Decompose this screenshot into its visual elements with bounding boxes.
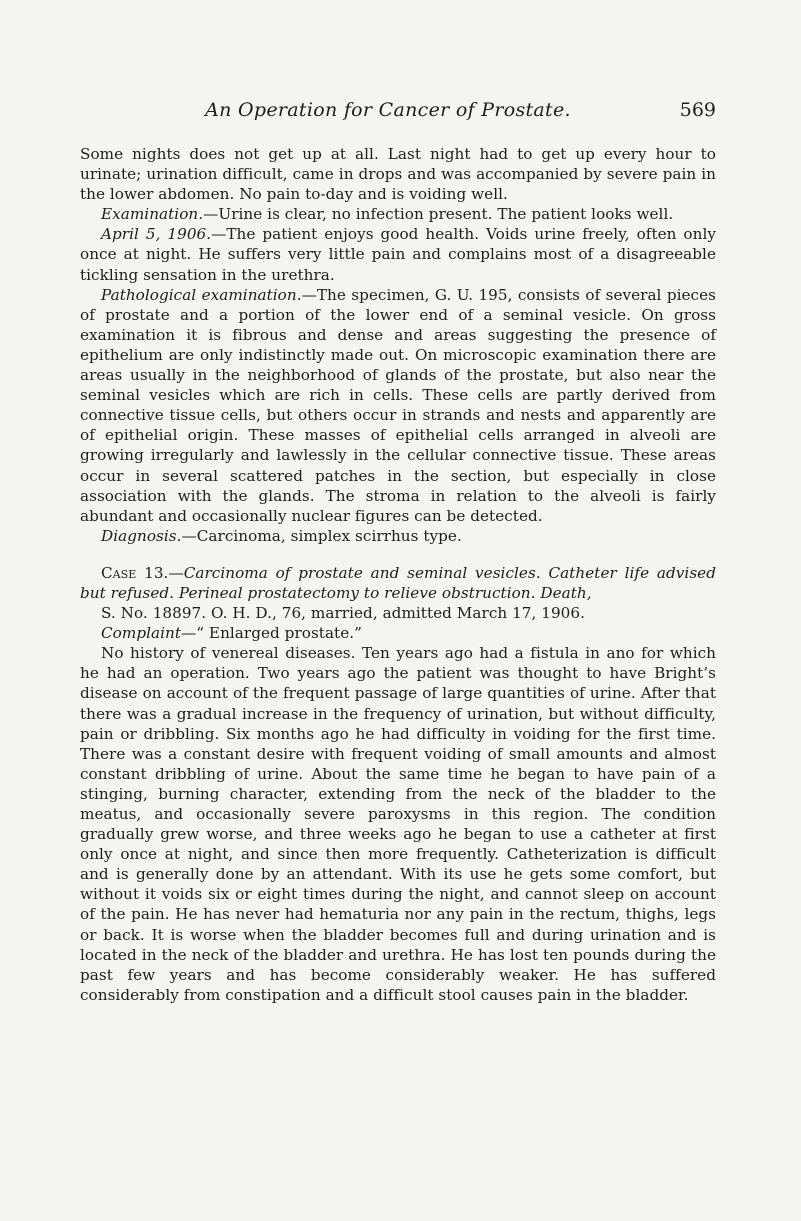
history-text: No history of venereal diseases. Ten years ago had a fistula in ano for which he had an operation. Two years ago the patient was thought to have Bright’s disease on account of the frequent passage of large quantities of urine. After that there was a gradual increase in the frequency of urination, but without difficulty, pain or dribbling. Six months ago he had difficulty in voiding for the first time. There was a constant desire with frequent voiding of small amounts and almost constant dribbling of urine. About the same time he began to have pain of a stinging, burning character, extending from the neck of the bladder to the meatus, and occasionally severe paroxysms in this region. The condition gradually grew worse, and three weeks ago he began to use a catheter at first only once at night, and since then more frequently. Catheterization is difficult and is generally done by an attendant. With its use he gets some comfort, but without it voids six or eight times during the night, and cannot sleep on account of the pain. He has never had hematuria nor any pain in the rectum, thighs, legs or back. It is worse when the bladder becomes full and during urination and is located in the neck of the bladder and urethra. He has lost ten pounds during the past few years and has become considerably weaker. He has suffered considerably from constipation and a difficult stool causes pain in the bladder.: [80, 644, 716, 1004]
case-heading: [80, 563, 716, 603]
complaint-label: Complaint: [101, 624, 181, 643]
paragraph-diagnosis: [80, 526, 716, 546]
paragraph-nights: [80, 144, 716, 204]
examination-label: Examination.: [101, 205, 204, 224]
paragraph-text: Some nights does not get up at all. Last night had to get up every hour to urinate; urination difficult, came in drops and was accompanied by severe pain in the lower abdomen. No pain to-day and is voiding well.: [80, 145, 716, 204]
complaint-text: —“ Enlarged prostate.”: [181, 624, 362, 643]
case-dash: —: [168, 563, 184, 582]
date-label: April 5, 1906.: [101, 225, 212, 244]
case-title: Carcinoma of prostate and seminal vesicles. Catheter life advised but refused. Perineal prostatectomy to relieve obstruction. Death,: [80, 563, 716, 602]
pathological-label: Pathological examination.: [101, 285, 302, 304]
paragraph-history: [80, 643, 716, 1005]
page-number: 569: [679, 99, 716, 121]
paragraph-pathological: [80, 285, 716, 526]
paragraph-examination: [80, 204, 716, 224]
case-record: [80, 603, 716, 623]
case-record-text: S. No. 18897. O. H. D., 76, married, admitted March 17, 1906.: [101, 604, 585, 623]
diagnosis-label: Diagnosis.: [101, 526, 182, 545]
page-header: [80, 99, 716, 127]
case-number: Case 13.: [101, 563, 169, 582]
diagnosis-text: —Carcinoma, simplex scirrhus type.: [181, 526, 462, 545]
running-title: An Operation for Cancer of Prostate.: [205, 99, 571, 121]
paragraph-april-5: [80, 224, 716, 284]
date-entry-text: —The patient enjoys good health. Voids urine freely, often only once at night. He suffers very little pain and complains most of a disagreeable tickling sensation in the urethra.: [80, 225, 716, 284]
paragraph-complaint: [80, 623, 716, 643]
examination-text: —Urine is clear, no infection present. The patient looks well.: [203, 205, 674, 224]
body-text: [80, 144, 716, 1005]
pathological-text: —The specimen, G. U. 195, consists of several pieces of prostate and a portion of the lower end of a seminal vesicle. On gross examination it is fibrous and dense and areas suggesting the presence of epithelium are only indistinctly made out. On microscopic examination there are areas usually in the neighborhood of glands of the prostate, but also near the seminal vesicles which are rich in cells. These cells are partly derived from connective tissue cells, but others occur in strands and nests and apparently are of epithelial origin. These masses of epithelial cells arranged in alveoli are growing irregularly and lawlessly in the cellular connective tissue. These areas occur in several scattered patches in the section, but especially in close association with the glands. The stroma in relation to the alveoli is fairly abundant and occasionally nuclear figures can be detected.: [80, 285, 716, 525]
